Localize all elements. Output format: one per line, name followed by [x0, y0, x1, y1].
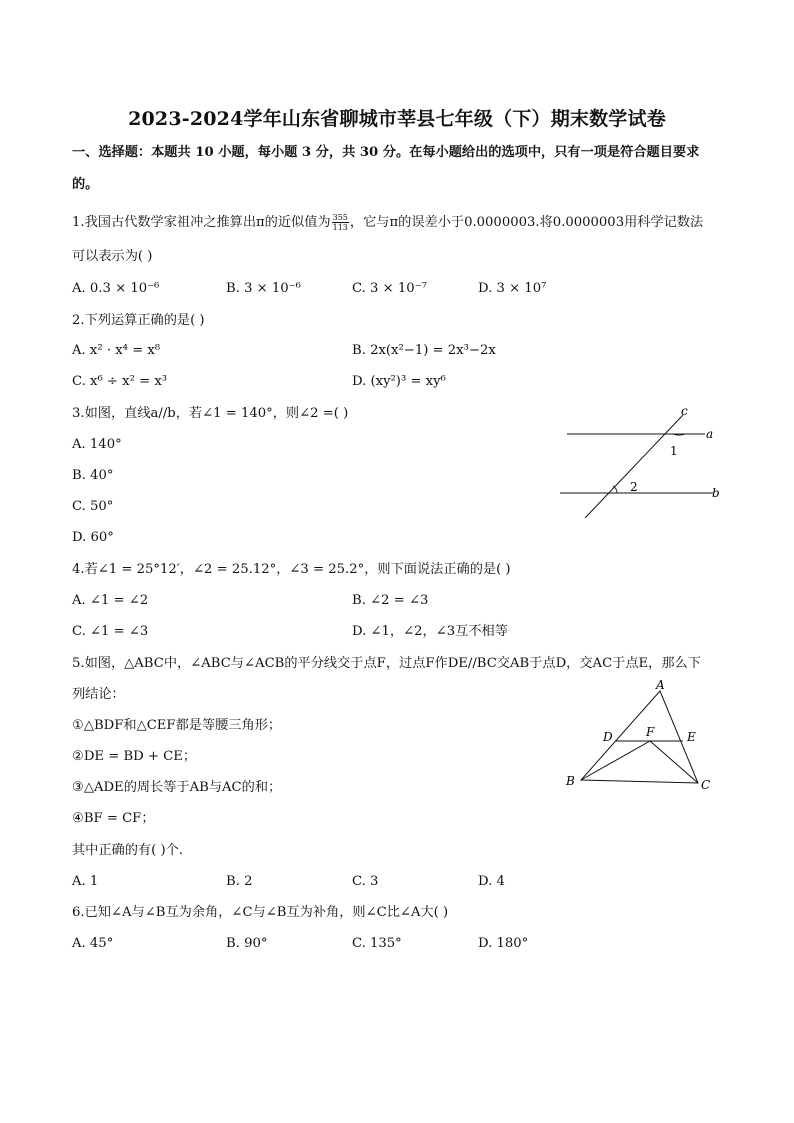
q6-option-d[interactable]: D. 180° — [478, 936, 529, 951]
q5-triangle-abc — [581, 691, 698, 783]
q3-option-b[interactable]: B. 40° — [72, 468, 114, 483]
q1-option-c[interactable]: C. 3 × 10⁻⁷ — [352, 281, 427, 296]
q5-stem-line2: 列结论： — [72, 687, 125, 702]
q4-stem: 4.若∠1 = 25°12′，∠2 = 25.12°，∠3 = 25.2°，则下面说法正确的是( ) — [72, 562, 511, 577]
q5-statement-4: ④BF = CF； — [72, 811, 155, 826]
q1-stem-line2: 可以表示为( ) — [72, 249, 153, 264]
q2-option-a[interactable]: A. x² · x⁴ = x⁸ — [72, 343, 161, 358]
exam-title: 2023-2024学年山东省聊城市莘县七年级（下）期末数学试卷 — [128, 108, 666, 130]
q5-statement-1: ①△BDF和△CEF都是等腰三角形； — [72, 718, 282, 733]
q6-stem: 6.已知∠A与∠B互为余角，∠C与∠B互为补角，则∠C比∠A大( ) — [72, 905, 449, 920]
q1-fraction — [332, 213, 349, 232]
q4-option-a[interactable]: A. ∠1 = ∠2 — [72, 593, 149, 608]
q3-label-a: a — [706, 427, 714, 441]
q5-statement-3: ③△ADE的周长等于AB与AC的和； — [72, 780, 282, 795]
q1-fraction-numerator: 355 — [332, 213, 348, 222]
q5-label-b: B — [566, 774, 575, 788]
q5-label-e: E — [687, 730, 696, 744]
q3-option-c[interactable]: C. 50° — [72, 499, 114, 514]
q6-option-c[interactable]: C. 135° — [352, 936, 402, 951]
q5-label-d: D — [603, 730, 613, 744]
q2-stem: 2.下列运算正确的是( ) — [72, 313, 205, 328]
q3-option-d[interactable]: D. 60° — [72, 530, 114, 545]
q4-option-d[interactable]: D. ∠1，∠2，∠3互不相等 — [352, 624, 508, 639]
q5-option-d[interactable]: D. 4 — [478, 874, 505, 889]
section-instruction-line1: 一、选择题：本题共 10 小题，每小题 3 分，共 30 分。在每小题给出的选项中，只有一项是符合题目要求 — [72, 145, 700, 160]
q1-option-a[interactable]: A. 0.3 × 10⁻⁶ — [72, 281, 160, 296]
q1-stem-part1: 1.我国古代数学家祖冲之推算出π的近似值为 — [72, 215, 331, 230]
q3-label-angle2: 2 — [630, 480, 638, 494]
q2-option-b[interactable]: B. 2x(x²−1) = 2x³−2x — [352, 343, 496, 358]
q3-label-c: c — [681, 404, 688, 418]
q5-label-c: C — [701, 778, 711, 792]
q5-question: 其中正确的有( )个. — [72, 843, 183, 858]
q5-label-f: F — [646, 725, 655, 739]
q5-bisector-bf — [581, 741, 650, 780]
q5-option-c[interactable]: C. 3 — [352, 874, 379, 889]
q2-option-c[interactable]: C. x⁶ ÷ x² = x³ — [72, 374, 168, 389]
q5-label-a: A — [656, 678, 665, 692]
q1-option-b[interactable]: B. 3 × 10⁻⁶ — [226, 281, 301, 296]
q5-triangle-figure — [560, 675, 730, 800]
q3-label-angle1: 1 — [670, 444, 678, 458]
q3-parallel-lines-figure — [555, 400, 730, 525]
q2-option-d[interactable]: D. (xy²)³ = xy⁶ — [352, 374, 446, 389]
q6-option-a[interactable]: A. 45° — [72, 936, 114, 951]
q6-option-b[interactable]: B. 90° — [226, 936, 268, 951]
q1-stem-line1 — [72, 213, 703, 232]
q1-option-d[interactable]: D. 3 × 10⁷ — [478, 281, 547, 296]
q3-line-c — [585, 415, 683, 518]
q5-option-a[interactable]: A. 1 — [72, 874, 99, 889]
q5-stem-line1: 5.如图，△ABC中，∠ABC与∠ACB的平分线交于点F，过点F作DE//BC交AB于点D，交AC于点E，那么下 — [72, 656, 701, 671]
q3-angle2-arc — [613, 486, 617, 493]
q5-bisector-cf — [650, 741, 698, 783]
q5-option-b[interactable]: B. 2 — [226, 874, 253, 889]
q3-label-b: b — [712, 486, 720, 500]
q5-statement-2: ②DE = BD + CE； — [72, 749, 197, 764]
q4-option-c[interactable]: C. ∠1 = ∠3 — [72, 624, 149, 639]
section-instruction-line2: 的。 — [72, 177, 99, 192]
q3-stem: 3.如图，直线a//b，若∠1 = 140°，则∠2 =( ) — [72, 406, 349, 421]
q1-stem-part2: ，它与π的误差小于0.0000003.将0.0000003用科学记数法 — [349, 215, 704, 230]
q1-fraction-denominator: 113 — [332, 223, 348, 232]
q4-option-b[interactable]: B. ∠2 = ∠3 — [352, 593, 429, 608]
q3-option-a[interactable]: A. 140° — [72, 437, 122, 452]
